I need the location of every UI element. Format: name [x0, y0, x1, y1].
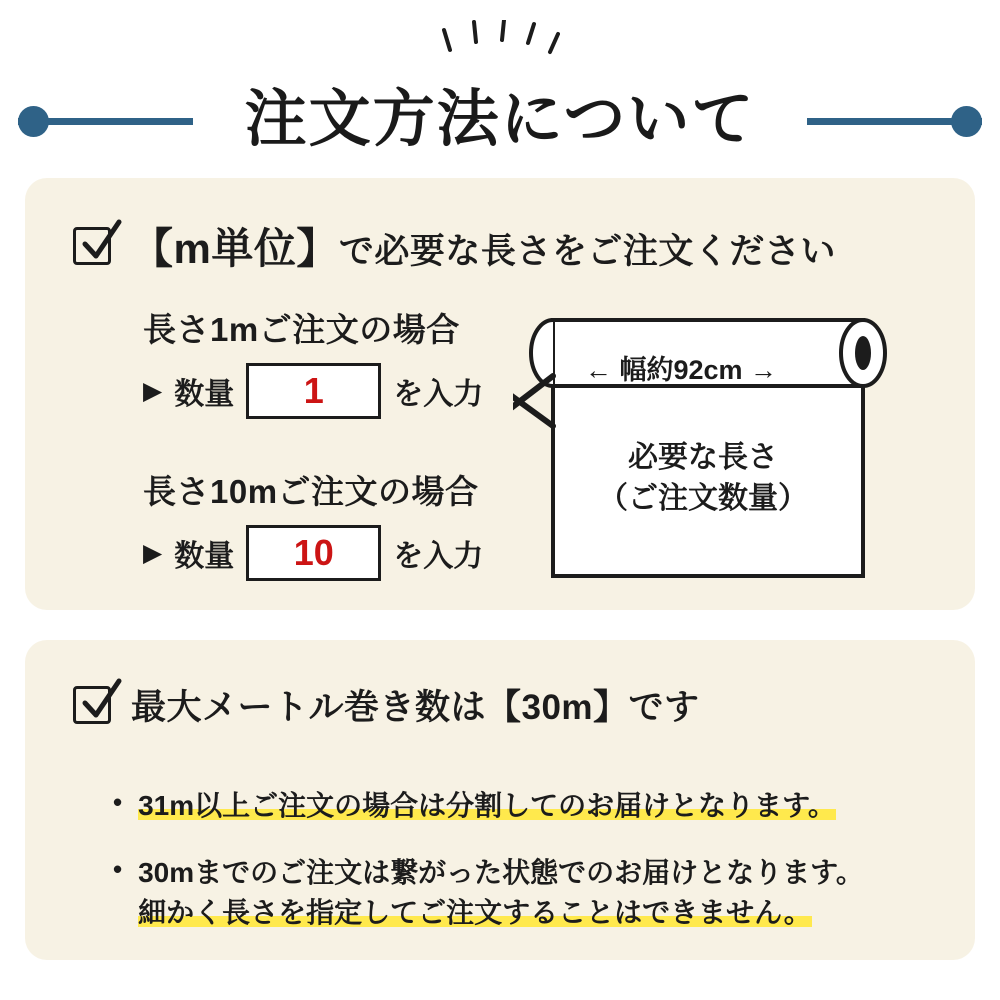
bullet-dot-icon-2: •	[113, 853, 123, 884]
roll-caption	[553, 438, 853, 519]
card1-headline	[131, 216, 836, 276]
sparkle-icon	[440, 20, 560, 60]
quantity-after-1: を入力	[393, 378, 484, 411]
wallpaper-roll-illustration	[513, 308, 933, 588]
checkbox-checked-icon	[73, 227, 111, 265]
list-item	[113, 853, 943, 934]
roll-caption-line1: 必要な長さ	[628, 441, 778, 474]
checkbox-checked-icon-2	[73, 686, 111, 724]
order-example-1	[143, 304, 483, 419]
quantity-after-2: を入力	[393, 540, 484, 573]
order-example-1-input-row	[143, 363, 483, 419]
quantity-input-2[interactable]: 10	[246, 525, 381, 581]
order-example-2-label: 長さ10mご注文の場合	[143, 473, 479, 510]
roll-caption-line2: （ご注文数量）	[598, 481, 808, 515]
card1-headline-rest: で必要な長さをご注文ください	[338, 232, 836, 271]
roll-width-label: ← 幅約92cm →	[584, 355, 778, 385]
note-text-1-line1: 31m以上ご注文の場合は分割してのお届けとなります。	[138, 790, 836, 821]
bullet-dot-icon: •	[113, 787, 123, 817]
triangle-right-icon: ▶	[143, 377, 163, 405]
order-unit-card	[25, 178, 975, 610]
header-dot-left	[18, 106, 49, 137]
card1-headline-emphasis: 【m単位】	[131, 225, 339, 272]
quantity-label-1: 数量	[174, 378, 235, 411]
header-dot-right	[951, 106, 982, 137]
list-item	[113, 786, 943, 827]
order-example-2	[143, 466, 483, 581]
note-text-2-line1: 30mまでのご注文は繋がった状態でのお届けとなります。	[138, 856, 864, 888]
page-title: 注文方法について	[244, 85, 756, 154]
quantity-label-2: 数量	[174, 540, 235, 573]
order-example-2-input-row	[143, 525, 483, 581]
note-text-2-line2: 細かく長さを指定してご注文することはできません。	[138, 897, 812, 929]
card2-headline-row	[73, 680, 700, 730]
triangle-right-icon-2: ▶	[143, 539, 163, 567]
max-length-card	[25, 640, 975, 960]
order-example-1-label: 長さ1mご注文の場合	[143, 311, 460, 348]
notes-list	[113, 786, 943, 960]
note-text-1	[138, 786, 836, 827]
card2-headline: 最大メートル巻き数は【30m】です	[131, 688, 700, 727]
quantity-input-1[interactable]: 1	[246, 363, 381, 419]
page-header	[0, 70, 1000, 170]
card1-headline-row	[73, 216, 836, 276]
note-text-2	[138, 853, 864, 934]
